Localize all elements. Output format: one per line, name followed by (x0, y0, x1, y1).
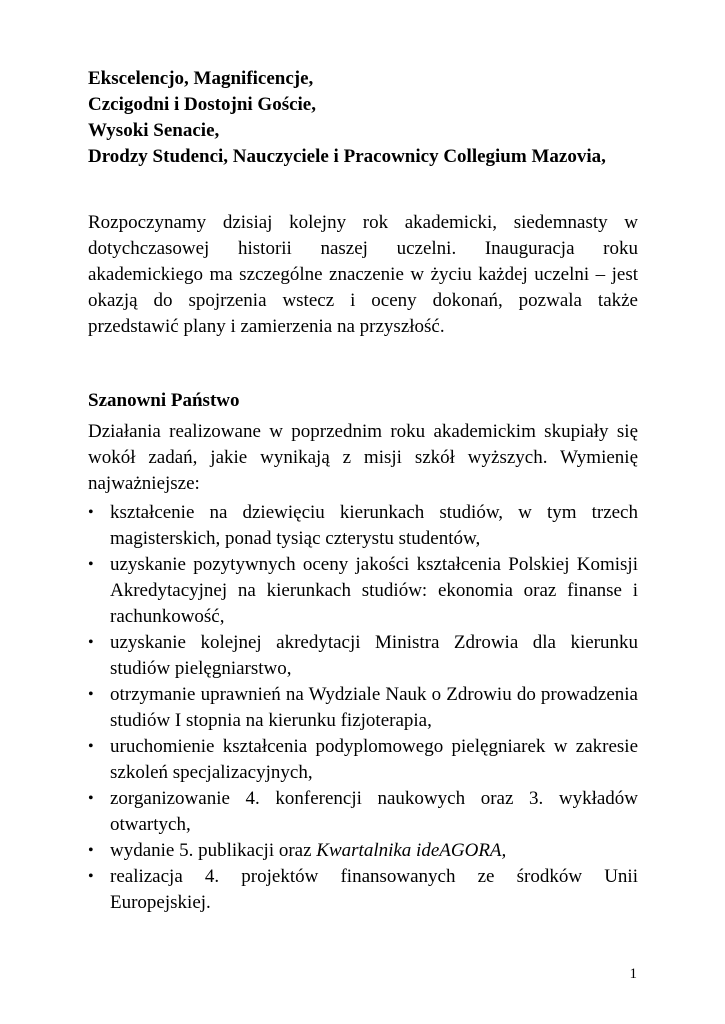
salutation-line: Drodzy Studenci, Nauczyciele i Pracownicy Collegium Mazovia, (88, 146, 606, 167)
list-item (88, 682, 638, 734)
list-item-text: uzyskanie pozytywnych oceny jakości kształcenia Polskiej Komisji Akredytacyjnej na kierunkach studiów: ekonomia oraz finanse i rachunkowość, (110, 554, 638, 627)
list-item-text: otrzymanie uprawnień na Wydziale Nauk o Zdrowiu do prowadzenia studiów I stopnia na kierunku fizjoterapia, (110, 684, 638, 731)
bullet-icon: • (88, 686, 94, 703)
list-item-text: wydanie 5. publikacji oraz (110, 840, 317, 861)
list-item-text: kształcenie na dziewięciu kierunkach studiów, w tym trzech magisterskich, ponad tysiąc czterystu studentów, (110, 502, 638, 549)
list-item-text: uruchomienie kształcenia podyplomowego pielęgniarek w zakresie szkoleń specjalizacyjnych, (110, 736, 638, 783)
salutation-line: Wysoki Senacie, (88, 120, 220, 141)
section-paragraph: Działania realizowane w poprzednim roku akademickim skupiały się wokół zadań, jakie wynikają z misji szkół wyższych. Wymienię najważniejsze: (88, 421, 638, 494)
section-heading: Szanowni Państwo (88, 390, 240, 411)
list-item-text: uzyskanie kolejnej akredytacji Ministra Zdrowia dla kierunku studiów pielęgniarstwo, (110, 632, 638, 679)
bullet-icon: • (88, 556, 94, 573)
list-item (88, 500, 638, 552)
salutation-line: Ekscelencjo, Magnificencje, (88, 68, 314, 89)
bullet-icon: • (88, 868, 94, 885)
salutation-line: Czcigodni i Dostojni Goście, (88, 94, 316, 115)
bullet-icon: • (88, 738, 94, 755)
bullet-icon: • (88, 842, 94, 859)
list-item-text: realizacja 4. projektów finansowanych ze środków Unii Europejskiej. (110, 866, 638, 913)
bullet-icon: • (88, 504, 94, 521)
bullet-icon: • (88, 790, 94, 807)
list-item (88, 864, 638, 916)
page-number: 1 (629, 966, 637, 982)
list-item (88, 552, 638, 630)
list-item (88, 838, 638, 864)
list-item (88, 734, 638, 786)
bullet-icon: • (88, 634, 94, 651)
list-item (88, 786, 638, 838)
list-item (88, 630, 638, 682)
publication-title: Kwartalnika ideAGORA, (316, 840, 507, 861)
list-item-text: zorganizowanie 4. konferencji naukowych oraz 3. wykładów otwartych, (110, 788, 638, 835)
intro-paragraph: Rozpoczynamy dzisiaj kolejny rok akademicki, siedemnasty w dotychczasowej historii naszej uczelni. Inauguracja roku akademickiego ma szczególne znaczenie w życiu każdej uczelni – jest okazją do spojrzenia wstecz i oceny dokonań, pozwala także przedstawić plany i zamierzenia na przyszłość. (88, 212, 638, 337)
salutation-block (88, 66, 638, 170)
document-body (88, 66, 638, 916)
achievements-list (88, 500, 638, 916)
